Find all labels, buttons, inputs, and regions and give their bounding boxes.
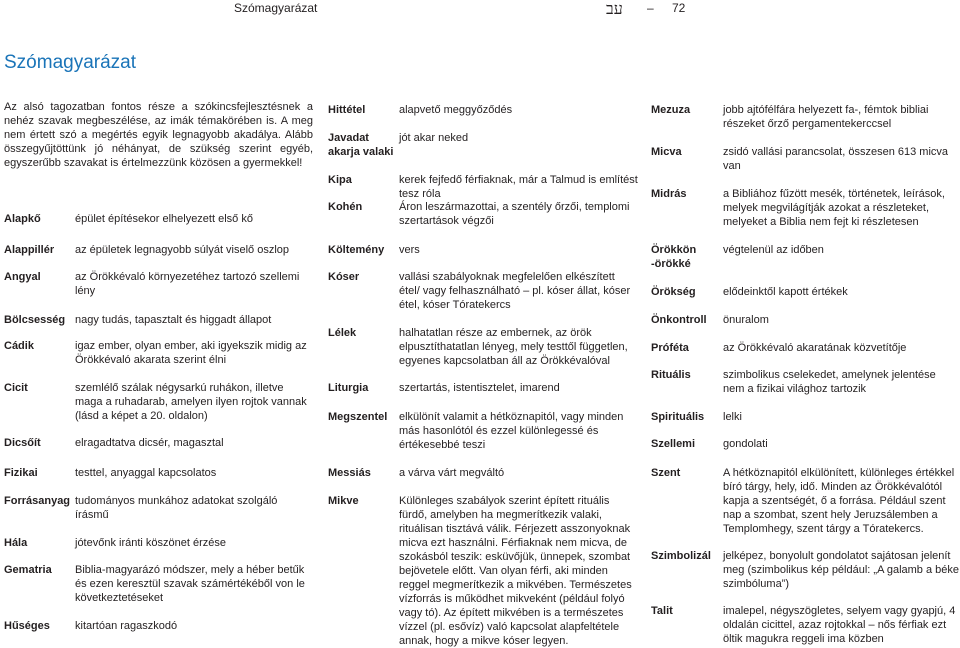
glossary-term: Bölcsesség	[4, 314, 66, 326]
running-header-section: Szómagyarázat	[234, 1, 318, 15]
glossary-definition: A hétköznapitól elkülönített, különleges értékkel bíró tárgy, hely, idő. Minden az Örökkévalótól kapja a szentségét, ő a forrása. Például szent nap a szombat, szent hely Jeruzsálemben a Templomhegy, szent tárgy a Tóratekercs.	[723, 467, 955, 535]
glossary-definition: az Örökkévaló környezetéhez tartozó szellemi lény	[75, 271, 300, 297]
glossary-definition: halhatatlan része az embernek, az örök elpusztíthatatlan lényeg, mely testtől független, egyenes kapcsolatban áll az Örökkévalóval	[399, 327, 628, 367]
glossary-term: Liturgia	[328, 382, 369, 394]
glossary-term: Fizikai	[4, 467, 38, 479]
glossary-definition: igaz ember, olyan ember, aki igyekszik midig az Örökkévaló akarata szerint élni	[75, 340, 307, 366]
glossary-definition: végtelenül az időben	[723, 244, 824, 256]
glossary-term: Cádik	[4, 340, 34, 352]
glossary-definition: szimbolikus cselekedet, amelynek jelentése nem a fizikai világhoz tartozik	[723, 369, 936, 395]
glossary-term: Költemény	[328, 244, 385, 256]
glossary-definition: Biblia-magyarázó módszer, mely a héber betűk és ezen keresztül szavak számértékéből von le következtetéseket	[75, 564, 305, 604]
glossary-term: Midrás	[651, 188, 687, 200]
glossary-definition: alapvető meggyőződés	[399, 104, 513, 116]
glossary-definition: elragadtatva dicsér, magasztal	[75, 437, 224, 449]
glossary-definition: önuralom	[723, 314, 769, 326]
glossary-term: Hűséges	[4, 620, 50, 632]
glossary-definition: nagy tudás, tapasztalt és higgadt állapot	[75, 314, 272, 326]
glossary-definition: jelképez, bonyolult gondolatot sajátosan jelenít meg (szimbolikus kép például: „A galamb a béke szimbóluma”)	[723, 550, 960, 590]
glossary-term: Spirituális	[651, 411, 705, 423]
glossary-term: Örökség	[651, 286, 696, 298]
glossary-term: Önkontroll	[651, 314, 707, 326]
glossary-term: Hála	[4, 537, 28, 549]
glossary-term: Talit	[651, 605, 673, 617]
glossary-term: Cicit	[4, 382, 28, 394]
glossary-definition: vallási szabályoknak megfelelően elkészített étel/ vagy felhasználható – pl. kóser állat, kóser étel, kóser Tóratekercs	[399, 271, 631, 311]
glossary-definition: Különleges szabályok szerint épített rituális fürdő, amelyben ha megmerítkezik valaki, rituálisan tisztává válik. Férjezett asszonyoknak micva ezt használni. Férfiaknak nem micva, de szokásból teszik: esküvőjük, ünnepek, szombat bejövetele előtt. Van olyan férfi, aki minden reggel megmerítkezik a mikvében. Természetes vízforrás is működhet mikveként (például folyó vagy tó). Az épített mikvében is a természetes vízzel (pl. esővíz) való kapcsolat alapfeltétele annak, hogy a mikve kóser legyen.	[399, 495, 632, 647]
glossary-definition: kerek fejfedő férfiaknak, már a Talmud is említést tesz róla	[399, 174, 638, 200]
glossary-definition: az Örökkévaló akaratának közvetítője	[723, 342, 907, 354]
glossary-definition: szertartás, istentisztelet, imarend	[399, 382, 560, 394]
glossary-term: Szent	[651, 467, 681, 479]
glossary-term: akarja valaki	[328, 146, 394, 158]
glossary-term: Alapkő	[4, 213, 41, 225]
glossary-term: Gematria	[4, 564, 52, 576]
glossary-definition: Áron leszármazottai, a szentély őrzői, templomi szertartások végzői	[399, 201, 630, 227]
glossary-term: Örökkön -örökké	[651, 244, 697, 270]
header-dash: –	[647, 1, 654, 15]
glossary-definition: imalepel, négyszögletes, selyem vagy gyapjú, 4 oldalán cicittel, azaz rojtokkal – nős férfiak ezt öltik magukra reggeli ima közben	[723, 605, 956, 645]
glossary-term: Próféta	[651, 342, 689, 354]
glossary-definition: épület építésekor elhelyezett első kő	[75, 213, 253, 225]
glossary-definition: tudományos munkához adatokat szolgáló írásmű	[75, 495, 278, 521]
glossary-definition: elődeinktől kapott értékek	[723, 286, 848, 298]
glossary-term: Megszentel	[328, 411, 388, 423]
glossary-term: Angyal	[4, 271, 41, 283]
glossary-term: Szimbolizál	[651, 550, 711, 562]
glossary-term: Lélek	[328, 327, 357, 339]
hebrew-page-number: עב	[606, 0, 623, 18]
page-title: Szómagyarázat	[4, 52, 137, 73]
glossary-definition: kitartóan ragaszkodó	[75, 620, 178, 632]
glossary-term: Dicsőít	[4, 437, 41, 449]
glossary-term: Javadat	[328, 132, 369, 144]
glossary-definition: elkülönít valamit a hétköznapitól, vagy minden más hasonlótól és ezzel különlegessé és értékesebbé teszi	[399, 411, 624, 451]
glossary-definition: a várva várt megváltó	[399, 467, 505, 479]
glossary-definition: szemlélő szálak négysarkú ruhákon, illetve maga a ruhadarab, amelyen ilyen rojtok vannak (lásd a képet a 20. oldalon)	[75, 382, 307, 422]
glossary-term: Rituális	[651, 369, 691, 381]
glossary-term: Kipa	[328, 174, 352, 186]
glossary-definition: zsidó vallási parancsolat, összesen 613 micva van	[723, 146, 949, 172]
glossary-term: Mezuza	[651, 104, 691, 116]
glossary-definition: vers	[399, 244, 420, 256]
glossary-term: Kohén	[328, 201, 363, 213]
glossary-term: Micva	[651, 146, 682, 158]
glossary-definition: lelki	[723, 411, 742, 423]
page-header	[0, 0, 960, 20]
glossary-term: Mikve	[328, 495, 359, 507]
glossary-term: Alappillér	[4, 244, 55, 256]
glossary-definition: gondolati	[723, 438, 768, 450]
glossary-term: Hittétel	[328, 104, 366, 116]
glossary-term: Szellemi	[651, 438, 696, 450]
glossary-term: Messiás	[328, 467, 371, 479]
glossary-definition: a Bibliához fűzött mesék, történetek, leírások, melyek megvilágítják azokat a részleteket, melyeket a Biblia nem fejt ki részletesen	[723, 188, 945, 228]
glossary-definition: az épületek legnagyobb súlyát viselő oszlop	[75, 244, 290, 256]
glossary-definition: jótevőnk iránti köszönet érzése	[75, 537, 227, 549]
glossary-definition: jót akar neked	[399, 132, 469, 144]
glossary-term: Forrásanyag	[4, 495, 71, 507]
glossary-definition: jobb ajtófélfára helyezett fa-, fémtok bibliai részeket őrző pergamentekerccsel	[723, 104, 929, 130]
glossary-term: Kóser	[328, 271, 360, 283]
intro-paragraph: Az alsó tagozatban fontos része a szókincsfejlesztésnek a nehéz szavak megbeszélése, az imák témakörében is. A meg nem értett szó a megértés egyik legnagyobb akadálya. Alább összegyűjtöttünk jó néhányat, de szükség szerint egyéb, egyszerűbb szavakat is értelmezzünk közösen a gyermekkel!	[4, 101, 313, 169]
glossary-definition: testtel, anyaggal kapcsolatos	[75, 467, 217, 479]
page-number: 72	[672, 1, 686, 15]
